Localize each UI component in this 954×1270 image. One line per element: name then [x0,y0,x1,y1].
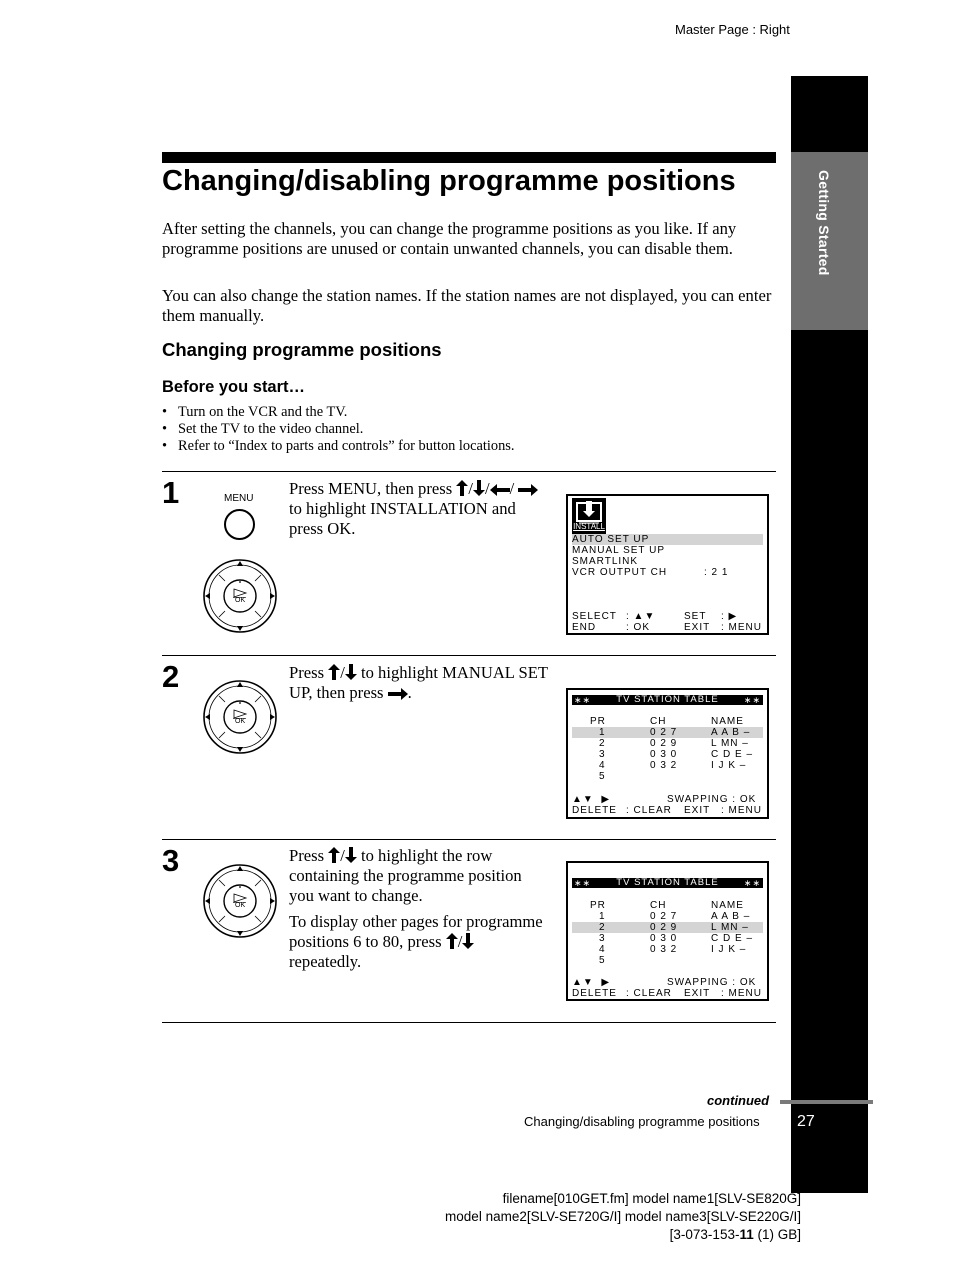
osd-vcr-output-value: : 2 1 [704,567,729,578]
step-divider [162,655,776,656]
remote-dpad-icon [202,863,278,939]
cell-pr: 1 [599,911,606,922]
step-number-3: 3 [162,843,180,878]
list-item [162,404,515,421]
osd-footer-row [572,622,763,633]
sidebar-section-label: Getting Started [816,170,832,276]
step-2-text-a: Press [289,663,325,682]
install-icon-label: INSTALL [573,522,605,531]
arrow-down-icon [473,480,485,496]
cell-pr: 1 [599,727,606,738]
osd-table-header [572,900,763,911]
remote-dpad-icon [202,679,278,755]
running-footer-title: Changing/disabling programme positions [524,1114,760,1129]
cell-pr: 3 [599,749,606,760]
continued-rule [780,1100,873,1104]
osd-exit-label: EXIT [684,805,711,816]
osd-exit-label: EXIT [684,622,711,633]
header-ch: CH [650,716,667,727]
table-row [572,749,763,760]
cell-ch: 0 2 7 [650,911,678,922]
osd-set-sep: : [721,611,725,622]
osd-exit-value: : MENU [721,622,762,633]
osd-title: TV STATION TABLE [616,877,719,888]
osd-footer-row [572,611,763,622]
osd-footer-row [572,977,763,988]
cell-ch: 0 3 0 [650,933,678,944]
arrow-down-icon [462,933,474,949]
cell-name: C D E – [711,749,754,760]
step-divider [162,839,776,840]
header-pr: PR [590,900,606,911]
osd-select-sep: : [626,611,630,622]
table-row [572,760,763,771]
osd-menu-item-label: VCR OUTPUT CH [572,567,668,578]
file-info-part-number: [3-073-153- [669,1227,740,1242]
step-divider [162,1022,776,1023]
table-row [572,738,763,749]
cell-name: L MN – [711,738,749,749]
osd-end-label: END [572,622,597,633]
osd-exit-value: : MENU [721,988,762,999]
osd-select-label: SELECT [572,611,617,622]
page-number: 27 [797,1113,815,1130]
table-row [572,922,763,933]
cell-pr: 5 [599,955,606,966]
step-3-text2-b: repeatedly. [289,952,362,971]
list-item-text: Refer to “Index to parts and controls” for button locations. [178,437,515,454]
cell-ch: 0 2 9 [650,922,678,933]
header-name: NAME [711,900,744,911]
osd-select-keys: : ▲▼ [626,611,656,622]
osd-menu-item: SMARTLINK [572,556,639,567]
list-item-text: Set the TV to the video channel. [178,420,364,437]
table-row [572,955,763,966]
step-2-text-c: . [407,683,412,702]
osd-station-table [566,688,769,819]
step-3-text2-a: To display other pages for programme positions 6 to 80, press [289,912,543,951]
menu-button [224,509,255,540]
arrow-right-icon [388,688,408,700]
step-number-2: 2 [162,659,180,694]
osd-exit-label: EXIT [684,988,711,999]
osd-title-stars: ∗∗ [574,878,592,888]
cell-ch: 0 2 7 [650,727,678,738]
step-1-text-b: to highlight INSTALLATION and press OK. [289,499,516,538]
intro-paragraph-1: After setting the channels, you can change the programme positions as you like. If any programme positions are unused or contain unwanted channels, you can disable them. [162,219,737,258]
osd-menu-item: AUTO SET UP [572,534,763,545]
cell-pr: 5 [599,771,606,782]
list-item [162,438,515,455]
arrow-down-icon [345,847,357,863]
cell-name: I J K – [711,944,747,955]
step-3-instruction: Press / to highlight the row containing the programme position you want to change. To display other pages for programme positions 6 to 80, press / repeatedly. [289,846,543,971]
osd-title-stars: ∗∗ [574,695,592,705]
master-page-label: Master Page : Right [675,22,790,37]
cell-ch: 0 2 9 [650,738,678,749]
cell-ch: 0 3 0 [650,749,678,760]
cell-ch: 0 3 2 [650,760,678,771]
arrow-up-icon [328,847,340,863]
before-you-start-heading: Before you start… [162,378,306,396]
remote-dpad-icon [202,558,278,634]
osd-title: TV STATION TABLE [616,694,719,705]
header-name: NAME [711,716,744,727]
step-2-instruction: Press / to highlight MANUAL SET UP, then press . [289,663,548,702]
table-row [572,944,763,955]
table-row [572,771,763,782]
osd-station-table [566,861,769,1001]
title-rule [162,152,776,163]
arrow-up-icon [328,664,340,680]
osd-set-keys: : ▶ [721,611,738,622]
osd-menu-item: MANUAL SET UP [572,545,666,556]
osd-clear-value: : CLEAR [626,805,672,816]
header-ch: CH [650,900,667,911]
osd-set-label: SET [684,611,707,622]
file-info-line-2: model name2[SLV-SE720G/I] model name3[SLV-SE220G/I] [445,1209,801,1224]
file-info-revision: 11 [739,1227,754,1242]
sidebar-section-label-wrap [816,170,836,320]
osd-swapping-label: SWAPPING : OK [667,977,757,988]
osd-exit-value: : MENU [721,805,762,816]
osd-install-menu [566,494,769,635]
cell-pr: 2 [599,922,606,933]
cell-name: A A B – [711,727,751,738]
ok-label: OK [235,597,246,604]
ok-label: OK [235,718,246,725]
arrow-down-icon [345,664,357,680]
osd-title-bar [572,878,763,888]
table-row [572,727,763,738]
osd-footer-row [572,794,763,805]
osd-table-header [572,716,763,727]
osd-title-stars: ∗∗ [743,878,761,888]
osd-nav-keys: ▲▼ ▶ [572,794,611,805]
ok-label: OK [235,902,246,909]
step-number-1: 1 [162,475,180,510]
step-3-text-b: to highlight the row containing the programme position you want to change. [289,846,522,905]
arrow-left-icon [490,484,510,496]
osd-menu-item [572,567,763,578]
osd-delete-label: DELETE [572,988,617,999]
menu-button-label: MENU [224,493,254,504]
osd-footer-row [572,805,763,816]
osd-end-value: : OK [626,622,651,633]
osd-title-bar [572,695,763,705]
cell-name: L MN – [711,922,749,933]
cell-ch: 0 3 2 [650,944,678,955]
osd-delete-label: DELETE [572,805,617,816]
step-3-text-a: Press [289,846,325,865]
cell-pr: 2 [599,738,606,749]
cell-name: I J K – [711,760,747,771]
section-heading: Changing programme positions [162,339,442,360]
before-you-start-list [162,404,515,454]
cell-name: A A B – [711,911,751,922]
step-1-instruction: Press MENU, then press / / / to highlight INSTALLATION and press OK. [289,479,549,539]
cell-pr: 4 [599,760,606,771]
list-item [162,421,515,438]
step-2-text-b: to highlight MANUAL SET UP, then press [289,663,548,702]
osd-swapping-label: SWAPPING : OK [667,794,757,805]
step-1-text-a: Press MENU, then press [289,479,453,498]
cell-name: C D E – [711,933,754,944]
file-info [445,1190,801,1244]
step-divider [162,471,776,472]
file-info-suffix: (1) GB] [753,1227,801,1242]
osd-clear-value: : CLEAR [626,988,672,999]
intro-paragraph-2: You can also change the station names. If the station names are not displayed, you can enter them manually. [162,286,772,325]
osd-nav-keys: ▲▼ ▶ [572,977,611,988]
arrow-up-icon [456,480,468,496]
cell-pr: 4 [599,944,606,955]
osd-footer-row [572,988,763,999]
page-title: Changing/disabling programme positions [162,165,736,197]
file-info-line-3 [445,1226,801,1244]
table-row [572,933,763,944]
list-item-text: Turn on the VCR and the TV. [178,404,348,420]
arrow-up-icon [446,933,458,949]
osd-title-stars: ∗∗ [743,695,761,705]
header-pr: PR [590,716,606,727]
table-row [572,911,763,922]
cell-pr: 3 [599,933,606,944]
arrow-right-icon [518,484,538,496]
file-info-line-1: filename[010GET.fm] model name1[SLV-SE820G] [502,1191,801,1206]
continued-label: continued [707,1093,770,1108]
